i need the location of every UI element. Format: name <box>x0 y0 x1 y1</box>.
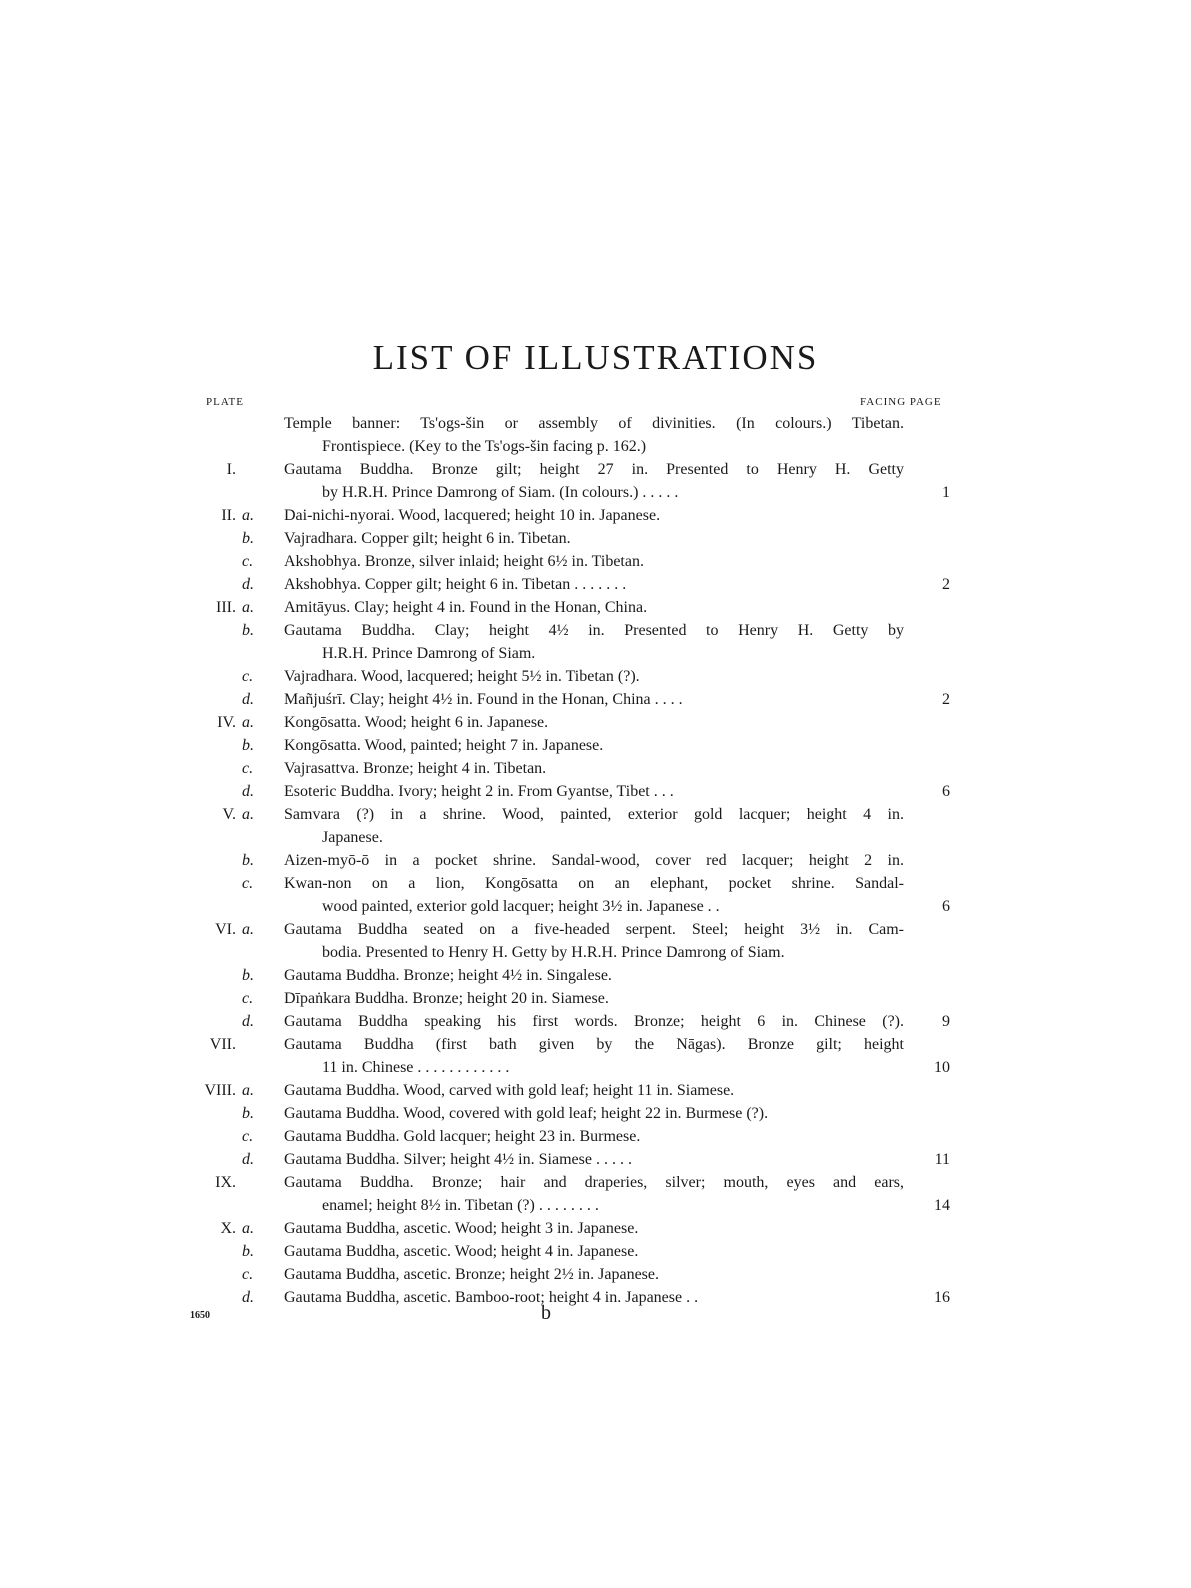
plate-sub-letter: c. <box>242 990 254 1007</box>
illustration-description: H.R.H. Prince Damrong of Siam. <box>322 645 536 662</box>
list-item <box>0 780 1191 803</box>
list-item <box>0 1217 1191 1240</box>
list-item <box>0 596 1191 619</box>
plate-sub-letter: a. <box>242 921 254 938</box>
illustration-description: wood painted, exterior gold lacquer; height 3½ in. Japanese . . <box>322 898 720 915</box>
facing-page-number: 10 <box>934 1059 950 1076</box>
plate-sub-letter: d. <box>242 1289 254 1306</box>
list-item <box>0 987 1191 1010</box>
plate-sub-letter: d. <box>242 576 254 593</box>
plate-sub-letter: b. <box>242 967 254 984</box>
illustration-description: Gautama Buddha. Wood, covered with gold leaf; height 22 in. Burmese (?). <box>284 1105 769 1122</box>
list-item <box>0 1056 1191 1079</box>
list-item <box>0 849 1191 872</box>
plate-sub-letter: a. <box>242 507 254 524</box>
plate-sub-letter: d. <box>242 1013 254 1030</box>
illustration-description: Gautama Buddha speaking his first words. Bronze; height 6 in. Chinese (?). <box>284 1013 904 1030</box>
illustration-description: Frontispiece. (Key to the Ts'ogs-šin facing p. 162.) <box>322 438 647 455</box>
illustration-description: Gautama Buddha, ascetic. Wood; height 3 in. Japanese. <box>284 1220 639 1237</box>
illustration-description: Kongōsatta. Wood; height 6 in. Japanese. <box>284 714 549 731</box>
list-item <box>0 481 1191 504</box>
illustration-description: Gautama Buddha (first bath given by the Nāgas). Bronze gilt; height <box>284 1036 904 1053</box>
printer-signature: 1650 <box>190 1310 210 1321</box>
plate-sub-letter: c. <box>242 553 254 570</box>
illustration-description: Esoteric Buddha. Ivory; height 2 in. From Gyantse, Tibet . . . <box>284 783 674 800</box>
illustration-description: Gautama Buddha, ascetic. Wood; height 4 in. Japanese. <box>284 1243 639 1260</box>
plate-sub-letter: c. <box>242 875 254 892</box>
illustration-description: Vajradhara. Copper gilt; height 6 in. Tibetan. <box>284 530 571 547</box>
illustration-description: Gautama Buddha, ascetic. Bamboo-root; height 4 in. Japanese . . <box>284 1289 699 1306</box>
plate-sub-letter: c. <box>242 1266 254 1283</box>
facing-page-number: 14 <box>934 1197 950 1214</box>
plate-number: VII. <box>209 1036 236 1053</box>
plate-sub-letter: a. <box>242 599 254 616</box>
facing-page-number: 6 <box>942 783 950 800</box>
illustration-description: Samvara (?) in a shrine. Wood, painted, exterior gold lacquer; height 4 in. <box>284 806 904 823</box>
illustration-description: Kongōsatta. Wood, painted; height 7 in. Japanese. <box>284 737 604 754</box>
illustration-description: Akshobhya. Copper gilt; height 6 in. Tibetan . . . . . . . <box>284 576 627 593</box>
facing-page-number: 2 <box>942 691 950 708</box>
list-item <box>0 1102 1191 1125</box>
list-item <box>0 1286 1191 1309</box>
plate-number: III. <box>216 599 236 616</box>
list-item <box>0 619 1191 642</box>
plate-sub-letter: b. <box>242 737 254 754</box>
plate-sub-letter: d. <box>242 783 254 800</box>
illustration-description: Mañjuśrī. Clay; height 4½ in. Found in the Honan, China . . . . <box>284 691 683 708</box>
list-item <box>0 435 1191 458</box>
facing-page-number: 16 <box>934 1289 950 1306</box>
illustration-description: Aizen-myō-ō in a pocket shrine. Sandal-wood, cover red lacquer; height 2 in. <box>284 852 904 869</box>
illustration-description: bodia. Presented to Henry H. Getty by H.R.H. Prince Damrong of Siam. <box>322 944 785 961</box>
illustration-description: enamel; height 8½ in. Tibetan (?) . . . . . . . . <box>322 1197 599 1214</box>
plate-sub-letter: b. <box>242 622 254 639</box>
plate-sub-letter: b. <box>242 852 254 869</box>
plate-sub-letter: a. <box>242 1082 254 1099</box>
plate-number: VIII. <box>204 1082 236 1099</box>
plate-sub-letter: c. <box>242 760 254 777</box>
plate-sub-letter: a. <box>242 1220 254 1237</box>
list-item <box>0 964 1191 987</box>
plate-sub-letter: b. <box>242 1105 254 1122</box>
facing-page-number: 2 <box>942 576 950 593</box>
list-item <box>0 412 1191 435</box>
illustration-description: 11 in. Chinese . . . . . . . . . . . . <box>322 1059 510 1076</box>
plate-sub-letter: c. <box>242 668 254 685</box>
plate-sub-letter: a. <box>242 714 254 731</box>
list-item <box>0 1240 1191 1263</box>
list-item <box>0 918 1191 941</box>
illustration-description: Gautama Buddha. Bronze; hair and draperies, silver; mouth, eyes and ears, <box>284 1174 904 1191</box>
list-item <box>0 550 1191 573</box>
facing-page-number: 11 <box>934 1151 950 1168</box>
illustration-description: Kwan-non on a lion, Kongōsatta on an elephant, pocket shrine. Sandal- <box>284 875 904 892</box>
list-item <box>0 895 1191 918</box>
list-item <box>0 1033 1191 1056</box>
plate-number: IV. <box>217 714 236 731</box>
illustration-description: Vajrasattva. Bronze; height 4 in. Tibetan. <box>284 760 547 777</box>
list-item <box>0 803 1191 826</box>
plate-number: II. <box>221 507 236 524</box>
illustration-description: Gautama Buddha. Silver; height 4½ in. Siamese . . . . . <box>284 1151 632 1168</box>
facing-page-column-header: FACING PAGE <box>860 396 942 408</box>
list-item <box>0 504 1191 527</box>
plate-number: V. <box>222 806 236 823</box>
facing-page-number: 6 <box>942 898 950 915</box>
plate-number: IX. <box>215 1174 236 1191</box>
list-item <box>0 688 1191 711</box>
plate-sub-letter: c. <box>242 1128 254 1145</box>
gathering-letter: b <box>541 1302 551 1324</box>
list-item <box>0 757 1191 780</box>
list-item <box>0 734 1191 757</box>
list-item <box>0 573 1191 596</box>
illustration-description: Dai-nichi-nyorai. Wood, lacquered; height 10 in. Japanese. <box>284 507 661 524</box>
illustration-description: Gautama Buddha. Bronze; height 4½ in. Singalese. <box>284 967 612 984</box>
plate-sub-letter: b. <box>242 530 254 547</box>
illustration-description: Temple banner: Ts'ogs-šin or assembly of divinities. (In colours.) Tibetan. <box>284 415 904 432</box>
plate-number: I. <box>226 461 236 478</box>
plate-sub-letter: b. <box>242 1243 254 1260</box>
illustration-description: Gautama Buddha. Wood, carved with gold leaf; height 11 in. Siamese. <box>284 1082 735 1099</box>
list-item <box>0 872 1191 895</box>
list-item <box>0 1125 1191 1148</box>
list-item <box>0 527 1191 550</box>
plate-sub-letter: d. <box>242 691 254 708</box>
illustration-description: Vajradhara. Wood, lacquered; height 5½ in. Tibetan (?). <box>284 668 640 685</box>
facing-page-number: 1 <box>942 484 950 501</box>
illustration-description: Gautama Buddha. Bronze gilt; height 27 in. Presented to Henry H. Getty <box>284 461 904 478</box>
illustration-description: Gautama Buddha, ascetic. Bronze; height 2½ in. Japanese. <box>284 1266 659 1283</box>
list-item <box>0 665 1191 688</box>
plate-number: X. <box>220 1220 236 1237</box>
illustration-description: Dīpaṅkara Buddha. Bronze; height 20 in. Siamese. <box>284 990 609 1007</box>
plate-sub-letter: d. <box>242 1151 254 1168</box>
list-item <box>0 458 1191 481</box>
list-item <box>0 1079 1191 1102</box>
list-item <box>0 1194 1191 1217</box>
plate-column-header: PLATE <box>206 396 244 408</box>
illustration-description: Gautama Buddha. Gold lacquer; height 23 in. Burmese. <box>284 1128 641 1145</box>
illustrations-list <box>0 412 1191 1309</box>
plate-number: VI. <box>215 921 236 938</box>
plate-sub-letter: a. <box>242 806 254 823</box>
list-item <box>0 941 1191 964</box>
illustration-description: by H.R.H. Prince Damrong of Siam. (In colours.) . . . . . <box>322 484 679 501</box>
list-item <box>0 1148 1191 1171</box>
list-item <box>0 1010 1191 1033</box>
illustration-description: Japanese. <box>322 829 383 846</box>
illustration-description: Gautama Buddha seated on a five-headed serpent. Steel; height 3½ in. Cam- <box>284 921 904 938</box>
illustration-description: Gautama Buddha. Clay; height 4½ in. Presented to Henry H. Getty by <box>284 622 904 639</box>
list-item <box>0 1171 1191 1194</box>
list-item <box>0 642 1191 665</box>
facing-page-number: 9 <box>942 1013 950 1030</box>
page-title: LIST OF ILLUSTRATIONS <box>372 338 819 377</box>
illustration-description: Akshobhya. Bronze, silver inlaid; height 6½ in. Tibetan. <box>284 553 644 570</box>
list-item <box>0 826 1191 849</box>
illustration-description: Amitāyus. Clay; height 4 in. Found in the Honan, China. <box>284 599 648 616</box>
list-item <box>0 1263 1191 1286</box>
list-item <box>0 711 1191 734</box>
